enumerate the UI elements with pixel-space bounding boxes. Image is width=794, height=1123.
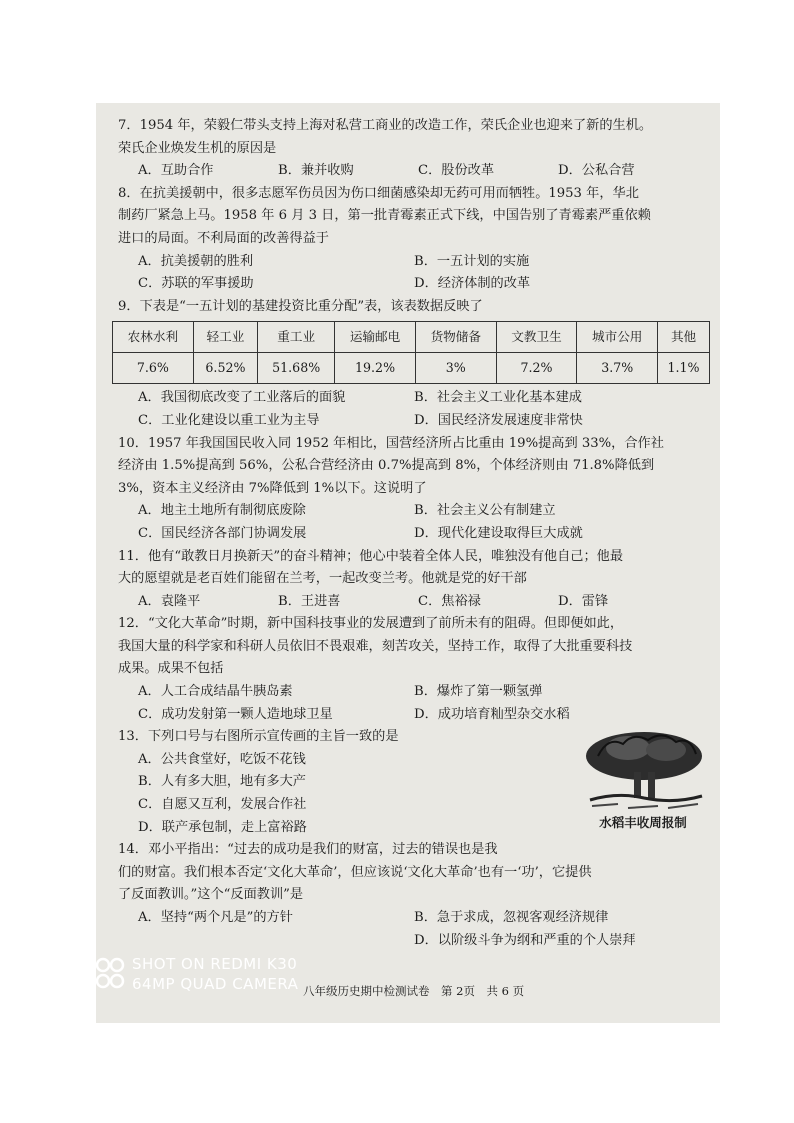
table-header-cell: 文教卫生 bbox=[496, 322, 577, 353]
question-text: 们的财富。我们根本否定‘文化大革命’，但应该说‘文化大革命’也有一‘功’，它提供 bbox=[118, 864, 592, 880]
question-text: 10．1957 年我国国民收入同 1952 年相比，国营经济所占比重由 19%提高到 33%，合作社 bbox=[118, 435, 664, 451]
watermark-line-1: SHOT ON REDMI K30 bbox=[132, 955, 298, 973]
option-a: A．互助合作 bbox=[138, 163, 214, 179]
option-b: B．王进喜 bbox=[278, 593, 341, 609]
option-d: D．公私合营 bbox=[558, 163, 635, 179]
question-7 bbox=[118, 115, 708, 183]
question-13 bbox=[118, 726, 708, 839]
investment-table bbox=[112, 321, 710, 384]
option-b: B．社会主义公有制建立 bbox=[414, 503, 556, 519]
option-d: D．联产承包制，走上富裕路 bbox=[138, 819, 307, 835]
option-c: C．自愿又互利，发展合作社 bbox=[138, 797, 307, 813]
question-text: 14．邓小平指出：“过去的成功是我们的财富，过去的错误也是我 bbox=[118, 842, 498, 858]
options-row bbox=[118, 273, 708, 296]
option-a: A．坚持“两个凡是”的方针 bbox=[138, 910, 293, 925]
option-c bbox=[138, 930, 414, 953]
table-cell: 51.68% bbox=[258, 353, 335, 384]
options-row bbox=[118, 387, 708, 410]
question-text: 了反面教训。”这个“反面教训”是 bbox=[118, 887, 304, 903]
option-a: A．公共食堂好，吃饭不花钱 bbox=[138, 751, 306, 767]
table-header-cell: 运输邮电 bbox=[335, 322, 416, 353]
question-text: 制药厂紧急上马。1958 年 6 月 3 日，第一批青霉素正式下线，中国告别了青霉素严重依赖 bbox=[118, 208, 651, 224]
camera-logo-icon bbox=[94, 956, 126, 990]
exam-page-photo bbox=[96, 103, 720, 1023]
option-c: C．苏联的军事援助 bbox=[138, 276, 254, 292]
table-header-cell: 货物储备 bbox=[415, 322, 496, 353]
watermark-line-2: 64MP QUAD CAMERA bbox=[132, 975, 299, 993]
table-cell: 6.52% bbox=[193, 353, 257, 384]
question-9 bbox=[118, 296, 708, 433]
options-row bbox=[118, 681, 708, 704]
question-8 bbox=[118, 183, 708, 296]
question-text: 经济由 1.5%提高到 56%，公私合营经济由 0.7%提高到 8%，个体经济则由 71.8%降低到 bbox=[118, 458, 655, 474]
option-b: B．急于求成，忽视客观经济规律 bbox=[414, 910, 609, 925]
question-text: 8．在抗美援朝中，很多志愿军伤员因为伤口细菌感染却无药可用而牺牲。1953 年，华北 bbox=[118, 185, 639, 201]
option-c: C．国民经济各部门协调发展 bbox=[138, 525, 307, 541]
option-d: D．经济体制的改革 bbox=[414, 276, 531, 292]
question-text: 荣氏企业焕发生机的原因是 bbox=[118, 140, 277, 156]
table-header-cell: 其他 bbox=[658, 322, 710, 353]
options-row bbox=[118, 251, 708, 274]
question-text: 3%，资本主义经济由 7%降低到 1%以下。这说明了 bbox=[118, 480, 427, 496]
option-d: D．现代化建设取得巨大成就 bbox=[414, 525, 583, 541]
option-c: C．焦裕禄 bbox=[418, 593, 481, 609]
table-cell: 19.2% bbox=[335, 353, 416, 384]
option-a: A．我国彻底改变了工业落后的面貌 bbox=[138, 390, 346, 406]
table-header-cell: 重工业 bbox=[258, 322, 335, 353]
options-row bbox=[118, 930, 708, 953]
options-row bbox=[118, 907, 708, 930]
options-row bbox=[118, 500, 708, 523]
question-text: 成果。成果不包括 bbox=[118, 661, 224, 677]
question-text: 11．他有“敢教日月换新天”的奋斗精神；他心中装着全体人民，唯独没有他自己；他最 bbox=[118, 548, 624, 564]
table-cell: 3% bbox=[415, 353, 496, 384]
table-cell: 1.1% bbox=[658, 353, 710, 384]
question-text: 大的愿望就是老百姓们能留在兰考，一起改变兰考。他就是党的好干部 bbox=[118, 571, 527, 587]
option-c: C．股份改革 bbox=[418, 163, 495, 179]
rice-harvest-illustration bbox=[578, 726, 708, 814]
options-row bbox=[118, 410, 708, 433]
question-10 bbox=[118, 433, 708, 546]
table-row bbox=[113, 353, 710, 384]
option-a: A．袁隆平 bbox=[138, 593, 201, 609]
option-d: D．以阶级斗争为纲和严重的个人崇拜 bbox=[414, 932, 636, 948]
question-text: 进口的局面。不利局面的改善得益于 bbox=[118, 230, 329, 246]
option-b: B．人有多大胆，地有多大产 bbox=[138, 774, 306, 790]
option-a: A．地主土地所有制彻底废除 bbox=[138, 503, 306, 519]
exam-content bbox=[118, 115, 708, 952]
table-header-cell: 农林水利 bbox=[113, 322, 194, 353]
question-12 bbox=[118, 613, 708, 726]
option-d: D．雷锋 bbox=[558, 593, 609, 609]
question-text: 7．1954 年，荣毅仁带头支持上海对私营工商业的改造工作，荣氏企业也迎来了新的生机。 bbox=[118, 118, 653, 133]
option-c: C．工业化建设以重工业为主导 bbox=[138, 412, 320, 428]
table-cell: 7.2% bbox=[496, 353, 577, 384]
option-b: B．爆炸了第一颗氢弹 bbox=[414, 684, 543, 700]
options-row bbox=[118, 704, 708, 727]
table-header-row bbox=[113, 322, 710, 353]
question-text: 9．下表是“一五计划的基建投资比重分配”表，该表数据反映了 bbox=[118, 298, 483, 314]
table-cell: 3.7% bbox=[577, 353, 658, 384]
table-header-cell: 轻工业 bbox=[193, 322, 257, 353]
option-b: B．一五计划的实施 bbox=[414, 253, 530, 269]
question-14 bbox=[118, 839, 708, 952]
option-a: A．抗美援朝的胜利 bbox=[138, 253, 254, 269]
poster-caption: 水稻丰收周报制 bbox=[599, 814, 687, 830]
options-row bbox=[118, 160, 708, 183]
question-11 bbox=[118, 546, 708, 614]
option-d: D．国民经济发展速度非常快 bbox=[414, 412, 583, 428]
page-footer: 八年级历史期中检测试卷 第 2页 共 6 页 bbox=[303, 984, 525, 998]
options-row bbox=[118, 591, 708, 614]
option-d: D．成功培育籼型杂交水稻 bbox=[414, 706, 570, 722]
table-header-cell: 城市公用 bbox=[577, 322, 658, 353]
table-cell: 7.6% bbox=[113, 353, 194, 384]
option-c: C．成功发射第一颗人造地球卫星 bbox=[138, 706, 333, 722]
options-row bbox=[118, 523, 708, 546]
question-text: 13．下列口号与右图所示宣传画的主旨一致的是 bbox=[118, 729, 399, 745]
option-b: B．社会主义工业化基本建成 bbox=[414, 390, 582, 406]
question-text: 我国大量的科学家和科研人员依旧不畏艰难，刻苦攻关，坚持工作，取得了大批重要科技 bbox=[118, 638, 633, 654]
question-text: 12．“文化大革命”时期，新中国科技事业的发展遭到了前所未有的阻碍。但即便如此， bbox=[118, 616, 624, 632]
propaganda-poster bbox=[578, 726, 708, 834]
option-b: B．兼并收购 bbox=[278, 163, 354, 179]
option-a: A．人工合成结晶牛胰岛素 bbox=[138, 684, 293, 700]
